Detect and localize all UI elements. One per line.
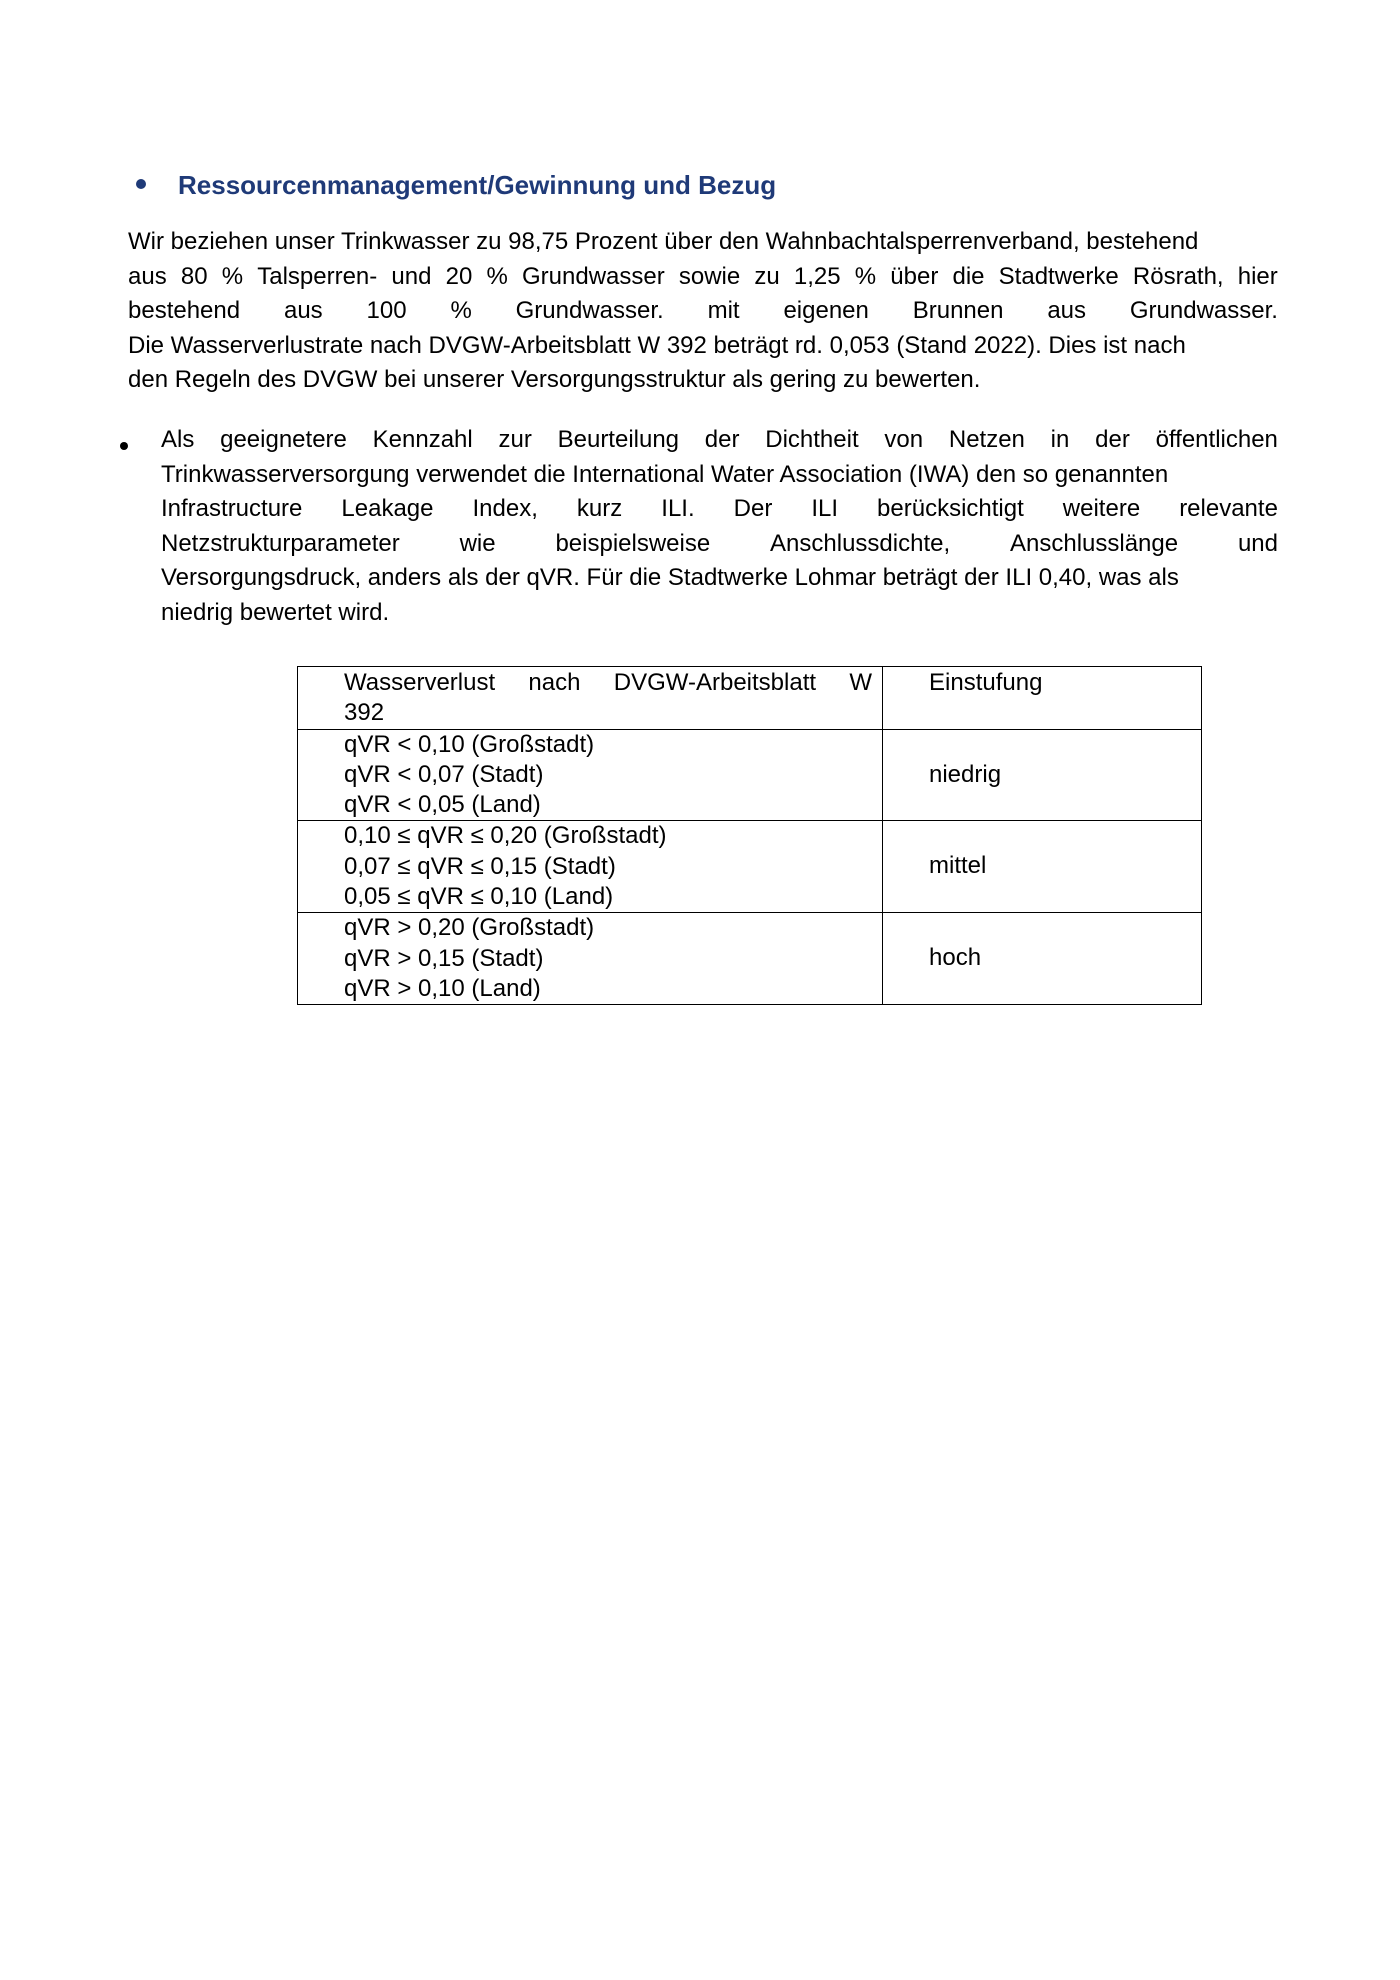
rating-text: niedrig bbox=[929, 760, 1002, 788]
table-cell-conditions bbox=[298, 729, 883, 821]
word: öffentlichen bbox=[1155, 426, 1278, 453]
list-bullet-icon bbox=[120, 430, 132, 464]
word: und bbox=[1237, 529, 1278, 557]
word: Grundwasser. bbox=[515, 297, 664, 324]
table-header-rating: Einstufung bbox=[929, 669, 1043, 696]
word: ILI bbox=[811, 495, 839, 522]
condition-text: 0,05 ≤ qVR ≤ 0,10 (Land) bbox=[344, 883, 614, 911]
word: Brunnen bbox=[912, 297, 1004, 324]
text-line bbox=[128, 260, 1278, 295]
word: mit bbox=[707, 297, 740, 324]
word: nach bbox=[528, 669, 581, 696]
word: aus bbox=[128, 262, 167, 290]
paragraph-ili bbox=[161, 423, 1278, 630]
word: % bbox=[221, 262, 244, 290]
word: sowie bbox=[678, 262, 741, 290]
word: Kennzahl bbox=[372, 426, 473, 453]
word: beispielsweise bbox=[555, 529, 711, 557]
word: DVGW-Arbeitsblatt bbox=[613, 669, 817, 696]
text-line: niedrig bewertet wird. bbox=[161, 598, 390, 626]
word: die bbox=[952, 262, 985, 290]
word: aus bbox=[1047, 297, 1087, 324]
word: Netzstrukturparameter bbox=[161, 529, 400, 557]
word: in bbox=[1050, 426, 1070, 453]
word: weitere bbox=[1062, 495, 1141, 522]
word: Der bbox=[733, 495, 773, 522]
word: der bbox=[1095, 426, 1130, 453]
condition-text: 0,07 ≤ qVR ≤ 0,15 (Stadt) bbox=[344, 852, 616, 880]
condition-text: qVR < 0,05 (Land) bbox=[344, 791, 541, 819]
word: % bbox=[450, 297, 472, 324]
text-line: Wir beziehen unser Trinkwasser zu 98,75 Prozent über den Wahnbachtalsperrenverband, bestehend bbox=[128, 228, 1199, 255]
word: Index, bbox=[472, 495, 538, 522]
condition-text: 0,10 ≤ qVR ≤ 0,20 (Großstadt) bbox=[344, 822, 667, 850]
table-header-cell-loss bbox=[298, 667, 883, 730]
word: zur bbox=[498, 426, 532, 453]
rating-text: hoch bbox=[929, 944, 982, 972]
paragraph-water-sources bbox=[128, 225, 1278, 398]
word: Beurteilung bbox=[557, 426, 680, 453]
word: und bbox=[391, 262, 432, 290]
section-heading bbox=[136, 168, 1286, 202]
text-line: den Regeln des DVGW bei unserer Versorgungsstruktur als gering zu bewerten. bbox=[128, 366, 981, 393]
table-cell-rating bbox=[883, 729, 1202, 821]
word: 20 bbox=[445, 262, 473, 290]
condition-text: qVR > 0,15 (Stadt) bbox=[344, 944, 544, 972]
condition-text: qVR < 0,07 (Stadt) bbox=[344, 760, 544, 788]
table-row bbox=[298, 729, 1202, 821]
word: Infrastructure bbox=[161, 495, 303, 522]
word: kurz bbox=[576, 495, 623, 522]
table-row bbox=[298, 913, 1202, 1005]
word: eigenen bbox=[783, 297, 869, 324]
rating-text: mittel bbox=[929, 852, 987, 880]
word: % bbox=[486, 262, 508, 290]
table-cell-rating bbox=[883, 821, 1202, 913]
text-line: Trinkwasserversorgung verwendet die International Water Association (IWA) den so genannten bbox=[161, 460, 1169, 488]
word: Rösrath, bbox=[1132, 262, 1224, 290]
word: über bbox=[890, 262, 939, 290]
word: Grundwasser. bbox=[1129, 297, 1278, 324]
text-line bbox=[161, 527, 1278, 562]
word: 100 bbox=[366, 297, 407, 324]
word: geeignetere bbox=[220, 426, 347, 453]
word: Grundwasser bbox=[521, 262, 665, 290]
word: relevante bbox=[1179, 495, 1278, 522]
section-heading-text: Ressourcenmanagement/Gewinnung und Bezug bbox=[178, 170, 777, 200]
text-line: Versorgungsdruck, anders als der qVR. Für die Stadtwerke Lohmar beträgt der ILI 0,40, was als bbox=[161, 564, 1179, 591]
word: 1,25 bbox=[793, 262, 841, 290]
word: bestehend bbox=[128, 297, 241, 324]
word: von bbox=[884, 426, 924, 453]
word: Netzen bbox=[948, 426, 1025, 453]
table-header-loss-line2: 392 bbox=[344, 699, 385, 727]
word: berücksichtigt bbox=[877, 495, 1024, 522]
heading-bullet-icon bbox=[136, 179, 146, 189]
word: der bbox=[704, 426, 740, 453]
word: 80 bbox=[180, 262, 208, 290]
table-row bbox=[298, 821, 1202, 913]
table-cell-conditions bbox=[298, 821, 883, 913]
word: Als bbox=[161, 426, 195, 453]
text-line bbox=[161, 423, 1278, 458]
word: Anschlussdichte, bbox=[770, 529, 951, 557]
text-line bbox=[161, 492, 1278, 527]
condition-text: qVR > 0,10 (Land) bbox=[344, 974, 541, 1002]
word: Anschlusslänge bbox=[1009, 529, 1179, 557]
text-line: Die Wasserverlustrate nach DVGW-Arbeitsblatt W 392 beträgt rd. 0,053 (Stand 2022). Dies ist nach bbox=[128, 331, 1186, 359]
word: W bbox=[849, 669, 872, 696]
word: hier bbox=[1237, 262, 1278, 290]
condition-text: qVR < 0,10 (Großstadt) bbox=[344, 730, 595, 758]
table-header-cell-rating bbox=[883, 667, 1202, 730]
word: aus bbox=[283, 297, 323, 324]
word: % bbox=[854, 262, 877, 290]
word: wie bbox=[459, 529, 496, 557]
word: Talsperren- bbox=[257, 262, 378, 290]
table-header-loss-line1 bbox=[344, 668, 872, 698]
word: Wasserverlust bbox=[344, 669, 496, 696]
word: ILI. bbox=[661, 495, 695, 522]
word: Dichtheit bbox=[765, 426, 859, 453]
table-cell-conditions bbox=[298, 913, 883, 1005]
water-loss-table bbox=[297, 666, 1202, 1005]
word: zu bbox=[754, 262, 780, 290]
word: Stadtwerke bbox=[998, 262, 1119, 290]
table-header-row bbox=[298, 667, 1202, 730]
text-line bbox=[128, 294, 1278, 329]
table-cell-rating bbox=[883, 913, 1202, 1005]
condition-text: qVR > 0,20 (Großstadt) bbox=[344, 914, 595, 942]
word: Leakage bbox=[341, 495, 434, 522]
